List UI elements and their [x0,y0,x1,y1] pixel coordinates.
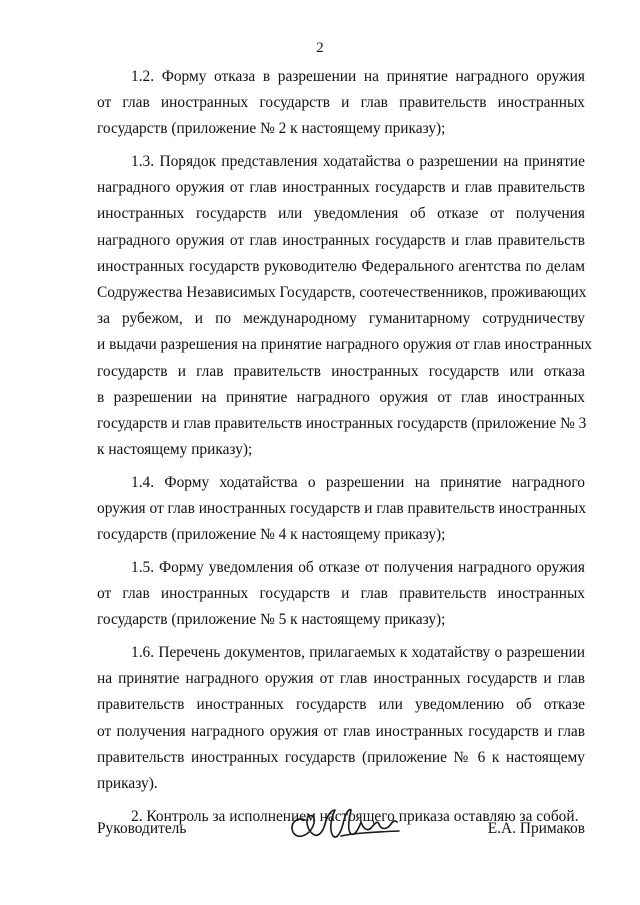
text-line: от глав иностранных государств и глав правительств иностранных [97,94,585,112]
signature-block [97,814,585,854]
text-line: иностранных государств руководителю Федерального агентства по делам [97,257,585,275]
text-line: к настоящему приказу); [97,441,253,459]
paragraph-1-3 [97,149,592,463]
text-line: 1.6. Перечень документов, прилагаемых к ходатайству о разрешении [131,643,585,661]
text-line: государств (приложение № 2 к настоящему приказу); [97,120,446,138]
text-line: Содружества Независимых Государств, соотечественников, проживающих [97,284,587,301]
text-line: иностранных государств или уведомления об отказе от получения [97,205,585,223]
signatory-title: Руководитель [97,820,187,837]
text-line: в разрешении на принятие наградного оружия от глав иностранных [97,388,585,406]
text-line: правительств иностранных государств (приложение № 6 к настоящему [97,748,585,766]
text-line: государств и глав правительств иностранных государств или отказа [97,362,585,380]
text-line: 1.4. Форму ходатайства о разрешении на принятие наградного [131,473,585,491]
paragraph-1-4 [97,470,585,549]
text-line: оружия от глав иностранных государств и глав правительств иностранных [97,500,587,517]
signatory-name: Е.А. Примаков [487,820,585,837]
document-body [97,64,592,836]
text-line: государств и глав правительств иностранных государств (приложение № 3 [97,414,587,432]
text-line: государств (приложение № 5 к настоящему приказу); [97,611,446,629]
paragraph-1-6 [97,640,585,797]
paragraph-1-2 [97,64,585,143]
text-line: приказу). [97,774,158,792]
handwritten-signature [283,802,413,852]
paragraph-1-5 [97,555,585,634]
text-line: 1.2. Форму отказа в разрешении на принятие наградного оружия [131,68,585,85]
text-line: 1.5. Форму уведомления об отказе от получения наградного оружия [131,558,585,576]
text-line: за рубежом, и по международному гуманитарному сотрудничеству [97,310,585,328]
text-line: и выдачи разрешения на принятие наградного оружия от глав иностранных [97,336,592,354]
page-number: 2 [316,40,324,56]
text-line: государств (приложение № 4 к настоящему приказу); [97,526,446,544]
text-line: 2. Контроль за исполнением настоящего приказа оставляю за собой. [131,807,579,825]
text-line: от получения наградного оружия от глав иностранных государств и глав [97,722,585,740]
text-line: наградного оружия от глав иностранных государств и глав правительств [97,179,585,197]
text-line: правительств иностранных государств или уведомлению об отказе [97,696,585,714]
text-line: 1.3. Порядок представления ходатайства о разрешении на принятие [131,153,585,171]
text-line: наградного оружия от глав иностранных государств и глав правительств [97,231,585,249]
text-line: на принятие наградного оружия от глав иностранных государств и глав [97,670,585,688]
text-line: от глав иностранных государств и глав правительств иностранных [97,585,585,603]
